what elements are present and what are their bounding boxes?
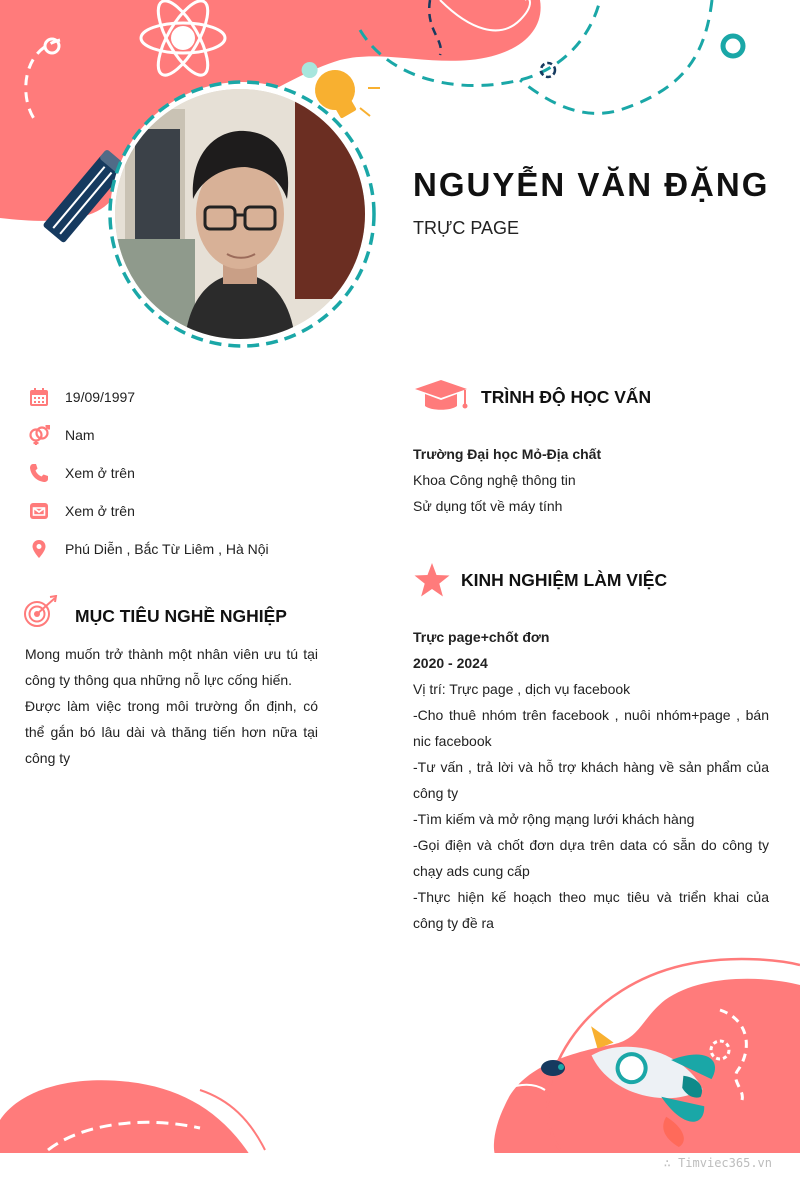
objective-line: Mong muốn trở thành một nhân viên ưu tú tại công ty thông qua những nỗ lực cống hiến. bbox=[25, 646, 318, 688]
email-text: Xem ở trên bbox=[65, 503, 135, 519]
info-birthday bbox=[28, 385, 135, 409]
experience-period: 2020 - 2024 bbox=[413, 655, 488, 671]
avatar bbox=[115, 89, 365, 339]
watermark: ∴ Timviec365.vn bbox=[663, 1156, 772, 1170]
experience-detail: Vị trí: Trực page , dịch vụ facebook bbox=[413, 681, 631, 697]
education-heading: TRÌNH ĐỘ HỌC VẤN bbox=[481, 387, 652, 407]
objective-heading: MỤC TIÊU NGHỀ NGHIỆP bbox=[75, 606, 287, 626]
target-icon bbox=[22, 595, 62, 631]
gender-text: Nam bbox=[65, 427, 95, 443]
mail-icon bbox=[28, 500, 50, 522]
graduation-cap-icon bbox=[413, 378, 469, 414]
objective-line: Được làm việc trong môi trường ổn định, có thể gắn bó lâu dài và thăng tiến hơn nữa tại công ty bbox=[25, 698, 318, 766]
birthday-text: 19/09/1997 bbox=[65, 389, 136, 405]
objective-body bbox=[25, 641, 318, 771]
bottom-blob-left bbox=[0, 1080, 250, 1155]
address-text: Phú Diễn , Bắc Từ Liêm , Hà Nội bbox=[65, 541, 269, 557]
star-icon bbox=[413, 562, 451, 598]
job-title: TRỰC PAGE bbox=[413, 218, 520, 238]
calendar-icon bbox=[28, 386, 50, 408]
info-email bbox=[28, 499, 135, 523]
phone-text: Xem ở trên bbox=[65, 465, 135, 481]
education-note: Sử dụng tốt về máy tính bbox=[413, 498, 563, 514]
info-phone bbox=[28, 461, 135, 485]
location-icon bbox=[28, 538, 50, 560]
experience-detail: -Gọi điện và chốt đơn dựa trên data có sẵn do công ty chạy ads cung cấp bbox=[413, 837, 769, 879]
experience-heading: KINH NGHIỆM LÀM VIỆC bbox=[461, 570, 668, 590]
education-school: Trường Đại học Mỏ-Địa chất bbox=[413, 446, 602, 462]
experience-detail: -Tìm kiếm và mở rộng mạng lưới khách hàng bbox=[413, 811, 695, 827]
info-address bbox=[28, 537, 269, 561]
experience-job-title: Trực page+chốt đơn bbox=[413, 629, 550, 645]
experience-detail: -Tư vấn , trả lời và hỗ trợ khách hàng về sản phẩm của công ty bbox=[413, 759, 769, 801]
phone-icon bbox=[28, 462, 50, 484]
education-faculty: Khoa Công nghệ thông tin bbox=[413, 472, 576, 488]
info-gender bbox=[28, 423, 95, 447]
avatar-photo bbox=[115, 89, 365, 339]
experience-body bbox=[413, 624, 769, 936]
experience-detail: -Cho thuê nhóm trên facebook , nuôi nhóm+page , bán nic facebook bbox=[413, 707, 769, 749]
gender-icon bbox=[28, 424, 50, 446]
experience-detail: -Thực hiện kế hoạch theo mục tiêu và triển khai của công ty đề ra bbox=[413, 889, 769, 931]
candidate-name: NGUYỄN VĂN ĐẶNG bbox=[413, 166, 770, 203]
education-body bbox=[413, 441, 773, 519]
